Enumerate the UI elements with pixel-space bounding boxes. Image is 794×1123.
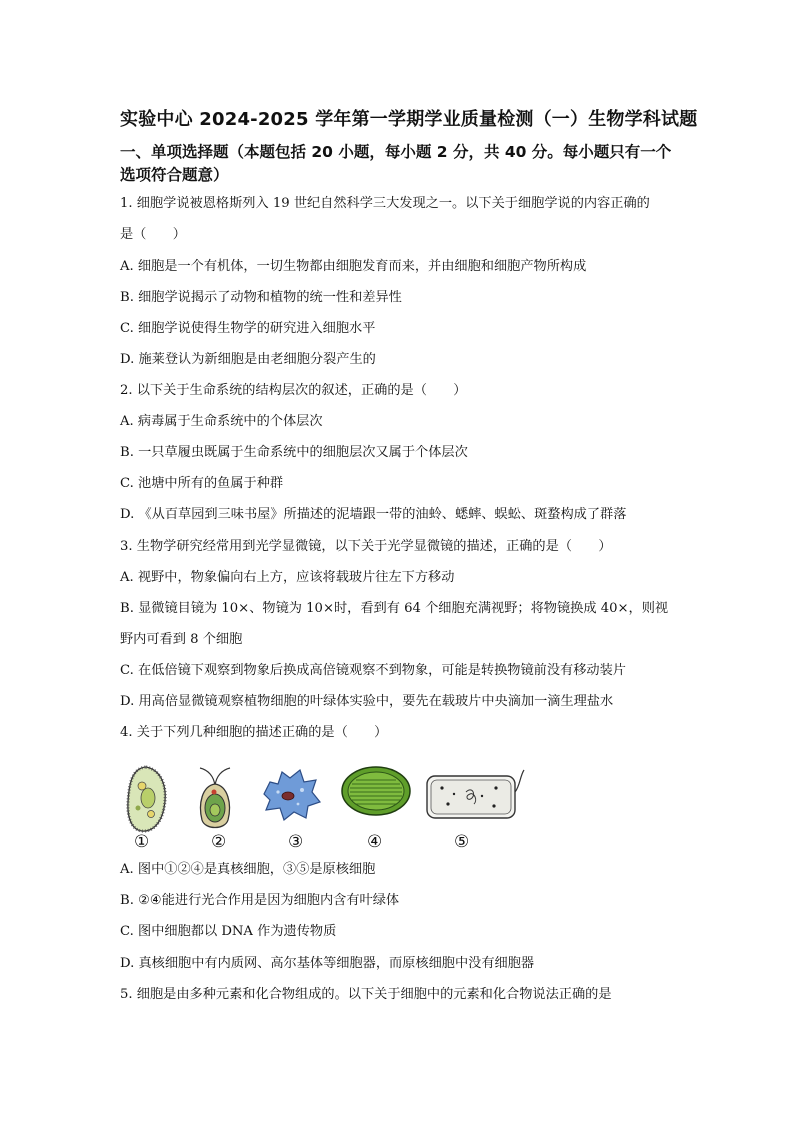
q4-option-a: A. 图中①②④是真核细胞，③⑤是原核细胞 [120,862,376,877]
q2-stem: 2. 以下关于生命系统的结构层次的叙述，正确的是（ ） [120,383,467,398]
figure-label-1: ① [134,832,150,852]
q4-option-c: C. 图中细胞都以 DNA 作为遗传物质 [120,924,337,939]
q1-stem-line1: 1. 细胞学说被恩格斯列入 19 世纪自然科学三大发现之一。以下关于细胞学说的内容正确的 [120,196,650,211]
q2-option-b: B. 一只草履虫既属于生命系统中的细胞层次又属于个体层次 [120,445,468,460]
figure-label-4: ④ [367,832,383,852]
paramecium-cell-image [124,764,170,834]
amoeba-cell-image [258,764,322,824]
q3-option-a: A. 视野中，物象偏向右上方，应该将载玻片往左下方移动 [120,570,455,585]
q4-stem: 4. 关于下列几种细胞的描述正确的是（ ） [120,725,388,740]
q1-option-d: D. 施莱登认为新细胞是由老细胞分裂产生的 [120,352,376,367]
q3-option-c: C. 在低倍镜下观察到物象后换成高倍镜观察不到物象，可能是转换物镜前没有移动装片 [120,663,626,678]
q4-option-d: D. 真核细胞中有内质网、高尔基体等细胞器，而原核细胞中没有细胞器 [120,956,535,971]
euglena-cell-image [190,764,240,834]
figure-label-3: ③ [288,832,304,852]
q1-option-a: A. 细胞是一个有机体，一切生物都由细胞发育而来，并由细胞和细胞产物所构成 [120,259,587,274]
page-title: 实验中心 2024-2025 学年第一学期学业质量检测（一）生物学科试题 [120,109,698,130]
figure-label-5: ⑤ [454,832,470,852]
figure-label-2: ② [211,832,227,852]
q5-stem: 5. 细胞是由多种元素和化合物组成的。以下关于细胞中的元素和化合物说法正确的是 [120,987,612,1002]
q1-stem-line2: 是（ ） [120,227,186,242]
section-heading: 一、单项选择题（本题包括 20 小题，每小题 2 分，共 40 分。每小题只有一个选项符合题意） [120,143,672,184]
q2-option-a: A. 病毒属于生命系统中的个体层次 [120,414,323,429]
q4-option-b: B. ②④能进行光合作用是因为细胞内含有叶绿体 [120,893,400,908]
chloroplast-image [340,764,412,818]
q3-option-b-line2: 野内可看到 8 个细胞 [120,632,243,647]
q1-option-c: C. 细胞学说使得生物学的研究进入细胞水平 [120,321,376,336]
cell-figure [120,764,540,854]
bacterium-cell-image [424,764,528,824]
q1-option-b: B. 细胞学说揭示了动物和植物的统一性和差异性 [120,290,402,305]
q3-option-d: D. 用高倍显微镜观察植物细胞的叶绿体实验中，要先在载玻片中央滴加一滴生理盐水 [120,694,614,709]
q3-option-b-line1: B. 显微镜目镜为 10×、物镜为 10×时，看到有 64 个细胞充满视野；将物镜换成 40×，则视 [120,601,669,616]
q2-option-d: D. 《从百草园到三味书屋》所描述的泥墙跟一带的油蛉、蟋蟀、蜈蚣、斑蝥构成了群落 [120,507,627,522]
q2-option-c: C. 池塘中所有的鱼属于种群 [120,476,284,491]
q3-stem: 3. 生物学研究经常用到光学显微镜，以下关于光学显微镜的描述，正确的是（ ） [120,539,612,554]
